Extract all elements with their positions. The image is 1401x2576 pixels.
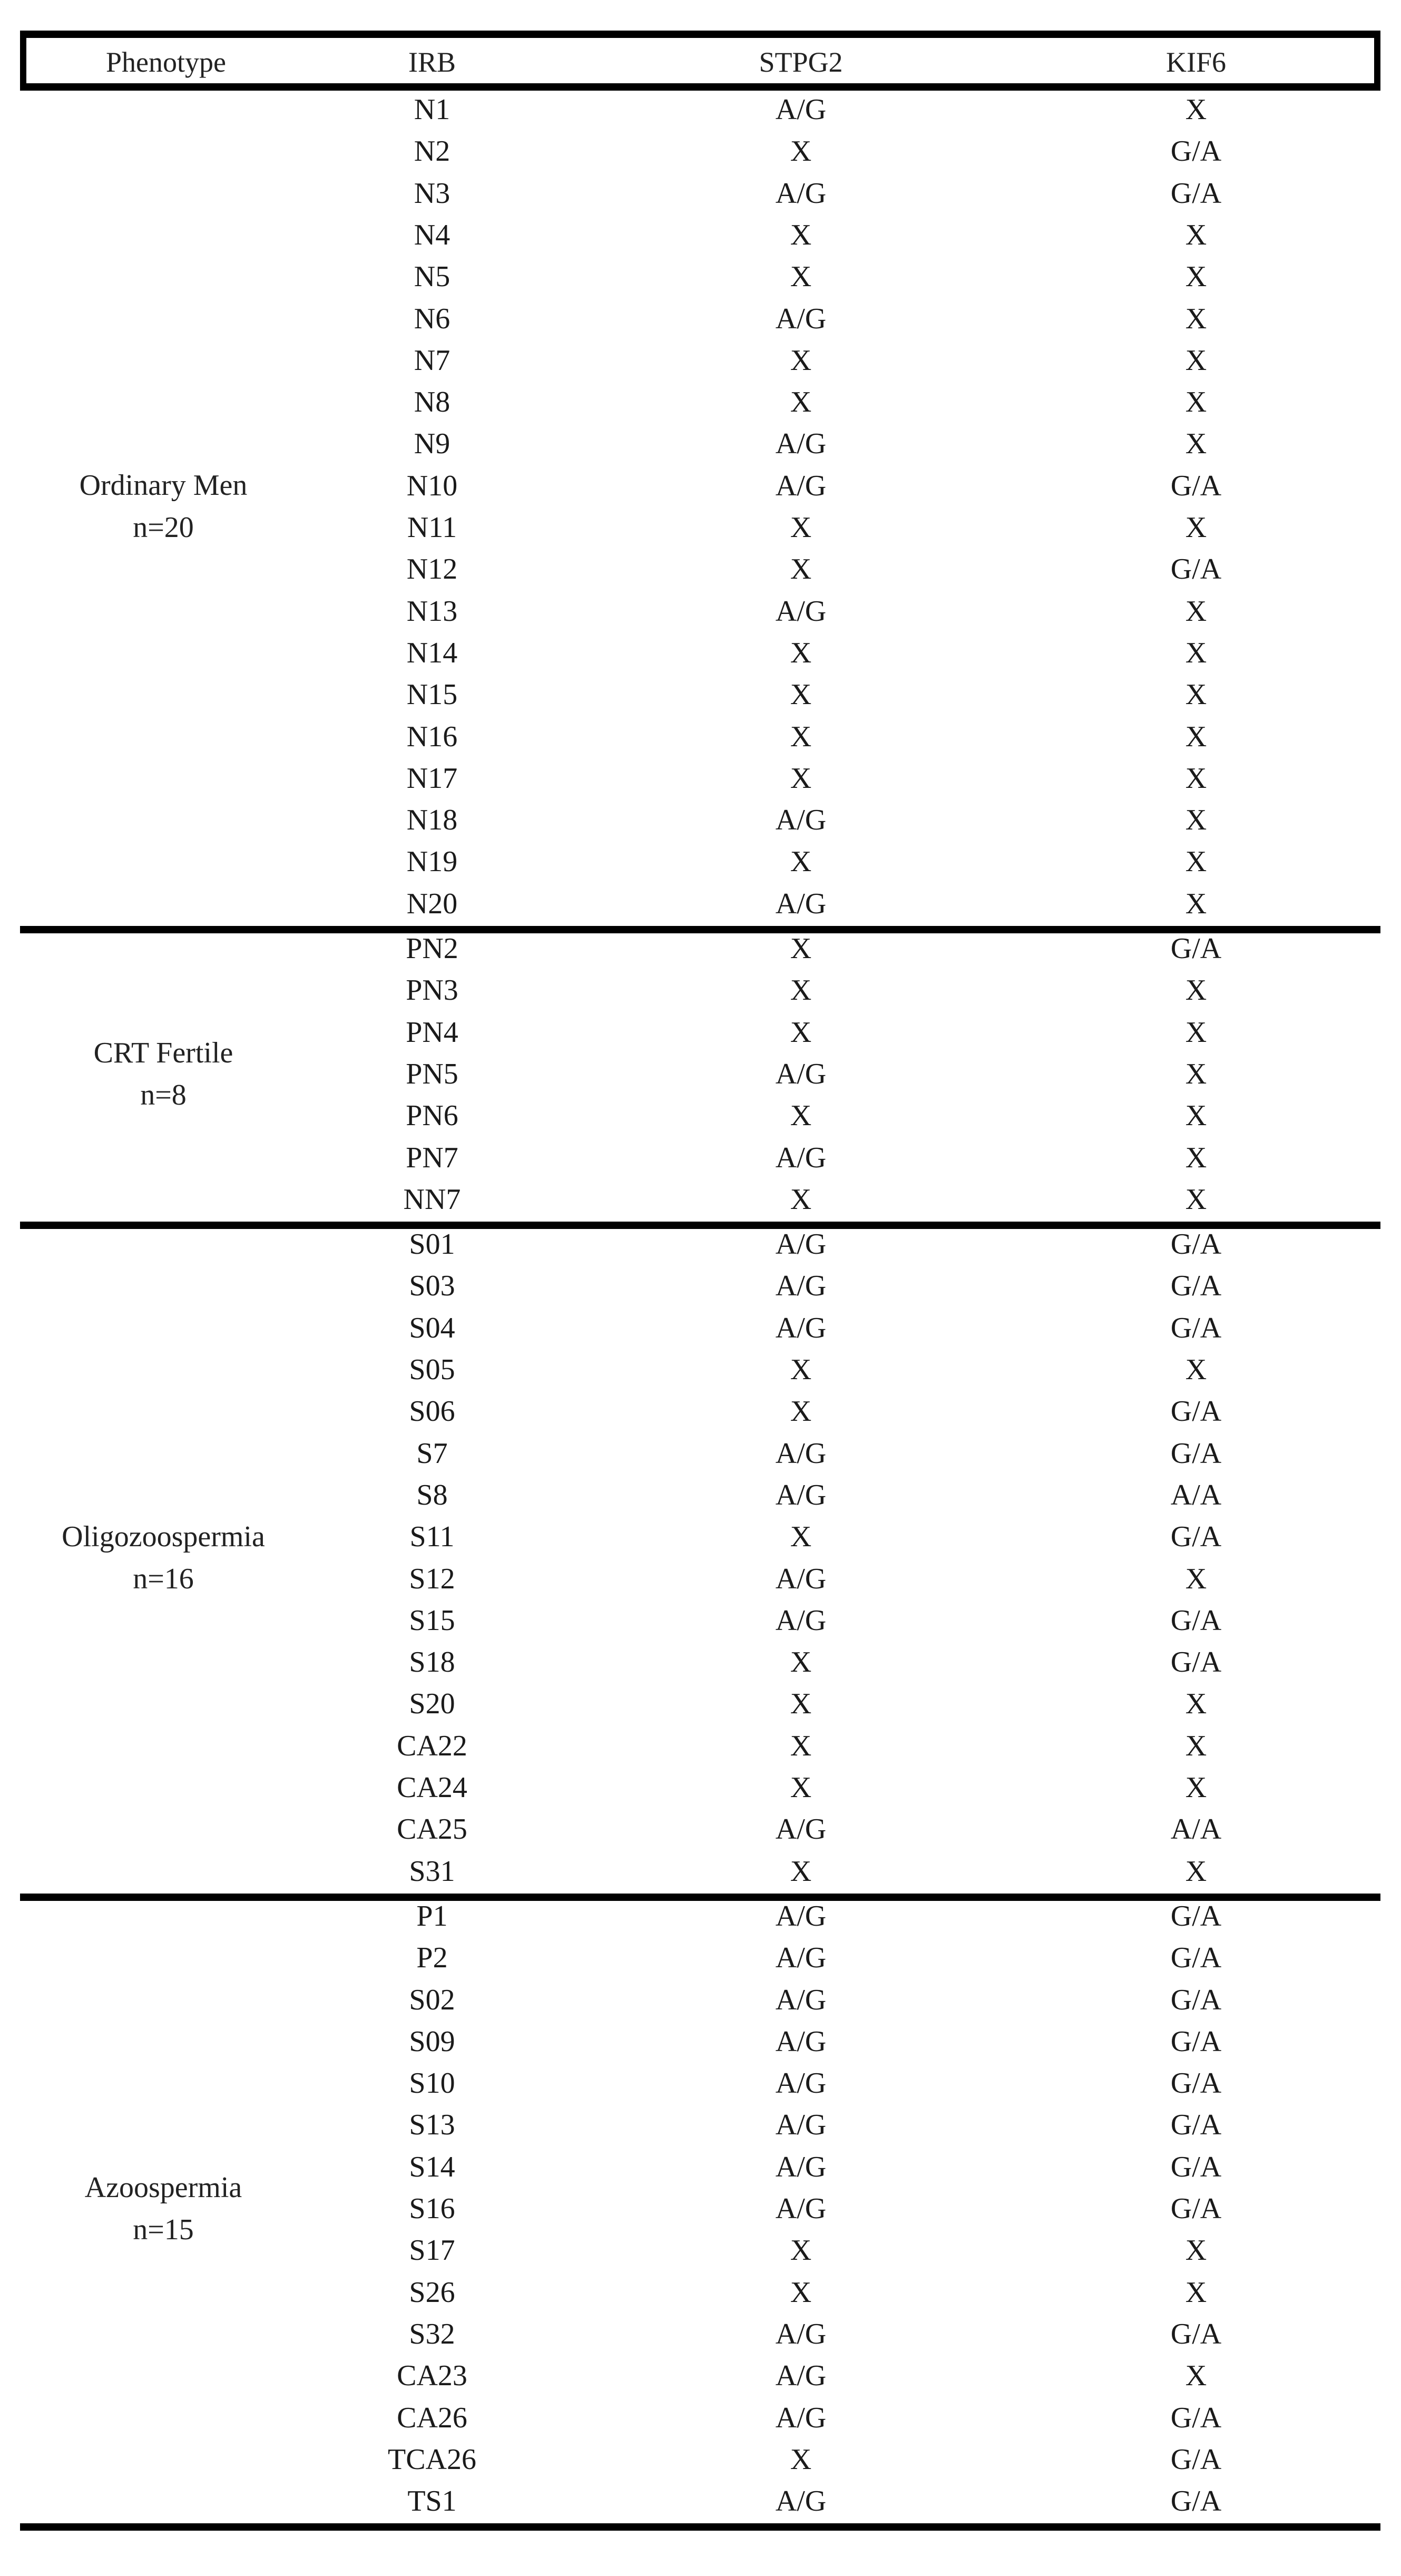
stpg2-cell: X <box>790 1687 812 1720</box>
stpg2-cell: A/G <box>775 177 827 210</box>
phenotype-name: Oligozoospermia <box>62 1520 265 1553</box>
irb-cell: S20 <box>409 1687 455 1720</box>
header-kif6: KIF6 <box>1165 46 1226 78</box>
irb-cell: PN4 <box>406 1016 458 1049</box>
irb-cell: S8 <box>416 1479 448 1511</box>
kif6-cell: X <box>1185 1141 1207 1174</box>
kif6-cell: X <box>1185 1016 1207 1049</box>
stpg2-cell: A/G <box>775 2025 827 2058</box>
stpg2-cell: A/G <box>775 1312 827 1344</box>
irb-cell: S18 <box>409 1646 455 1679</box>
stpg2-cell: A/G <box>775 427 827 460</box>
stpg2-cell: A/G <box>775 2067 827 2100</box>
irb-cell: TCA26 <box>388 2443 476 2476</box>
stpg2-cell: A/G <box>775 1270 827 1302</box>
irb-cell: N17 <box>406 762 458 795</box>
irb-cell: S06 <box>409 1395 455 1428</box>
kif6-cell: G/A <box>1170 2318 1222 2350</box>
irb-cell: S17 <box>409 2234 455 2267</box>
irb-cell: N19 <box>406 845 458 878</box>
irb-cell: PN3 <box>406 974 458 1007</box>
stpg2-cell: X <box>790 1520 812 1553</box>
kif6-cell: G/A <box>1170 1228 1222 1261</box>
stpg2-cell: A/G <box>775 1058 827 1090</box>
stpg2-cell: X <box>790 135 812 168</box>
phenotype-label <box>21 464 306 549</box>
kif6-cell: X <box>1185 1058 1207 1090</box>
kif6-cell: G/A <box>1170 1941 1222 1974</box>
stpg2-cell: X <box>790 974 812 1007</box>
stpg2-cell: A/G <box>775 1437 827 1470</box>
kif6-cell: X <box>1185 1563 1207 1595</box>
irb-cell: N13 <box>406 595 458 628</box>
kif6-cell: G/A <box>1170 1437 1222 1470</box>
irb-cell: N14 <box>406 637 458 669</box>
irb-cell: N2 <box>414 135 450 168</box>
stpg2-cell: A/G <box>775 93 827 126</box>
table-top-rule <box>20 31 1380 38</box>
stpg2-cell: A/G <box>775 2192 827 2225</box>
stpg2-cell: A/G <box>775 1984 827 2016</box>
stpg2-cell: X <box>790 553 812 586</box>
irb-cell: N11 <box>407 511 457 544</box>
irb-cell: N5 <box>414 260 450 293</box>
irb-cell: S04 <box>409 1312 455 1344</box>
stpg2-cell: A/G <box>775 804 827 836</box>
stpg2-cell: X <box>790 260 812 293</box>
phenotype-label <box>21 1516 306 1600</box>
kif6-cell: X <box>1185 260 1207 293</box>
irb-cell: N10 <box>406 470 458 502</box>
irb-cell: S11 <box>409 1520 455 1553</box>
stpg2-cell: A/G <box>775 1900 827 1933</box>
irb-cell: N20 <box>406 887 458 920</box>
stpg2-cell: X <box>790 2443 812 2476</box>
stpg2-cell: X <box>790 219 812 251</box>
irb-cell: N9 <box>414 427 450 460</box>
stpg2-cell: A/G <box>775 2359 827 2392</box>
kif6-cell: G/A <box>1170 2402 1222 2434</box>
kif6-cell: G/A <box>1170 1520 1222 1553</box>
phenotype-count: n=20 <box>133 511 194 544</box>
kif6-cell: G/A <box>1170 1312 1222 1344</box>
irb-cell: S03 <box>409 1270 455 1302</box>
stpg2-cell: X <box>790 720 812 753</box>
kif6-cell: X <box>1185 2234 1207 2267</box>
irb-cell: N15 <box>406 678 458 711</box>
stpg2-cell: X <box>790 1771 812 1804</box>
stpg2-cell: X <box>790 344 812 377</box>
kif6-cell: G/A <box>1170 2067 1222 2100</box>
header-right-border <box>1374 31 1380 91</box>
kif6-cell: G/A <box>1170 2192 1222 2225</box>
irb-cell: PN5 <box>406 1058 458 1090</box>
irb-cell: S16 <box>409 2192 455 2225</box>
irb-cell: CA23 <box>397 2359 467 2392</box>
stpg2-cell: X <box>790 762 812 795</box>
irb-cell: N1 <box>414 93 450 126</box>
kif6-cell: G/A <box>1170 1900 1222 1933</box>
kif6-cell: G/A <box>1170 135 1222 168</box>
kif6-cell: G/A <box>1170 470 1222 502</box>
stpg2-cell: A/G <box>775 1604 827 1637</box>
irb-cell: N4 <box>414 219 450 251</box>
stpg2-cell: A/G <box>775 595 827 628</box>
phenotype-label <box>21 1032 306 1116</box>
kif6-cell: X <box>1185 427 1207 460</box>
stpg2-cell: A/G <box>775 1228 827 1261</box>
stpg2-cell: A/G <box>775 1813 827 1846</box>
irb-cell: S12 <box>409 1563 455 1595</box>
irb-cell: S10 <box>409 2067 455 2100</box>
stpg2-cell: X <box>790 845 812 878</box>
irb-cell: PN6 <box>406 1099 458 1132</box>
irb-cell: S02 <box>409 1984 455 2016</box>
stpg2-cell: X <box>790 1395 812 1428</box>
header-phenotype: Phenotype <box>106 46 226 78</box>
kif6-cell: X <box>1185 804 1207 836</box>
irb-cell: PN2 <box>406 932 458 965</box>
header-irb: IRB <box>408 46 456 78</box>
kif6-cell: G/A <box>1170 1984 1222 2016</box>
stpg2-cell: X <box>790 2234 812 2267</box>
kif6-cell: X <box>1185 2276 1207 2309</box>
kif6-cell: G/A <box>1170 932 1222 965</box>
stpg2-cell: X <box>790 386 812 418</box>
stpg2-cell: X <box>790 1016 812 1049</box>
kif6-cell: X <box>1185 2359 1207 2392</box>
stpg2-cell: A/G <box>775 2485 827 2518</box>
irb-cell: CA22 <box>397 1730 467 1762</box>
irb-cell: S05 <box>409 1353 455 1386</box>
irb-cell: S32 <box>409 2318 455 2350</box>
irb-cell: S15 <box>409 1604 455 1637</box>
stpg2-cell: A/G <box>775 1479 827 1511</box>
kif6-cell: X <box>1185 887 1207 920</box>
stpg2-cell: X <box>790 637 812 669</box>
stpg2-cell: A/G <box>775 470 827 502</box>
stpg2-cell: A/G <box>775 1941 827 1974</box>
stpg2-cell: X <box>790 932 812 965</box>
stpg2-cell: A/G <box>775 2402 827 2434</box>
phenotype-name: CRT Fertile <box>93 1037 233 1069</box>
kif6-cell: G/A <box>1170 2109 1222 2141</box>
kif6-cell: G/A <box>1170 1270 1222 1302</box>
irb-cell: N6 <box>414 303 450 335</box>
kif6-cell: X <box>1185 511 1207 544</box>
kif6-cell: X <box>1185 720 1207 753</box>
kif6-cell: X <box>1185 386 1207 418</box>
irb-cell: PN7 <box>406 1141 458 1174</box>
stpg2-cell: A/G <box>775 2151 827 2183</box>
irb-cell: S13 <box>409 2109 455 2141</box>
stpg2-cell: A/G <box>775 2109 827 2141</box>
stpg2-cell: A/G <box>775 303 827 335</box>
stpg2-cell: X <box>790 1099 812 1132</box>
phenotype-count: n=16 <box>133 1563 194 1595</box>
kif6-cell: X <box>1185 595 1207 628</box>
irb-cell: N3 <box>414 177 450 210</box>
kif6-cell: X <box>1185 762 1207 795</box>
irb-cell: S26 <box>409 2276 455 2309</box>
irb-cell: NN7 <box>403 1183 461 1216</box>
kif6-cell: G/A <box>1170 1646 1222 1679</box>
phenotype-count: n=15 <box>133 2213 194 2246</box>
stpg2-cell: A/G <box>775 887 827 920</box>
irb-cell: N8 <box>414 386 450 418</box>
stpg2-cell: A/G <box>775 1563 827 1595</box>
header-stpg2: STPG2 <box>759 46 843 78</box>
phenotype-count: n=8 <box>140 1079 187 1111</box>
kif6-cell: G/A <box>1170 2443 1222 2476</box>
stpg2-cell: X <box>790 1730 812 1762</box>
kif6-cell: X <box>1185 219 1207 251</box>
kif6-cell: X <box>1185 845 1207 878</box>
kif6-cell: X <box>1185 344 1207 377</box>
irb-cell: TS1 <box>407 2485 457 2518</box>
stpg2-cell: X <box>790 1855 812 1888</box>
irb-cell: P2 <box>416 1941 448 1974</box>
irb-cell: S14 <box>409 2151 455 2183</box>
kif6-cell: X <box>1185 93 1207 126</box>
kif6-cell: X <box>1185 303 1207 335</box>
kif6-cell: X <box>1185 1730 1207 1762</box>
irb-cell: CA26 <box>397 2402 467 2434</box>
kif6-cell: G/A <box>1170 1395 1222 1428</box>
stpg2-cell: X <box>790 1646 812 1679</box>
kif6-cell: G/A <box>1170 2151 1222 2183</box>
kif6-cell: G/A <box>1170 1604 1222 1637</box>
irb-cell: S7 <box>416 1437 448 1470</box>
stpg2-cell: X <box>790 1353 812 1386</box>
stpg2-cell: X <box>790 1183 812 1216</box>
kif6-cell: A/A <box>1170 1813 1222 1846</box>
kif6-cell: X <box>1185 1771 1207 1804</box>
stpg2-cell: A/G <box>775 2318 827 2350</box>
phenotype-name: Ordinary Men <box>79 469 248 502</box>
kif6-cell: A/A <box>1170 1479 1222 1511</box>
kif6-cell: X <box>1185 678 1207 711</box>
kif6-cell: X <box>1185 1855 1207 1888</box>
irb-cell: N16 <box>406 720 458 753</box>
kif6-cell: G/A <box>1170 2485 1222 2518</box>
kif6-cell: X <box>1185 1353 1207 1386</box>
kif6-cell: X <box>1185 1687 1207 1720</box>
stpg2-cell: X <box>790 511 812 544</box>
kif6-cell: G/A <box>1170 177 1222 210</box>
header-left-border <box>20 31 26 91</box>
kif6-cell: X <box>1185 974 1207 1007</box>
stpg2-cell: X <box>790 2276 812 2309</box>
irb-cell: S31 <box>409 1855 455 1888</box>
irb-cell: N12 <box>406 553 458 586</box>
irb-cell: N18 <box>406 804 458 836</box>
phenotype-label <box>21 2167 306 2251</box>
irb-cell: CA24 <box>397 1771 467 1804</box>
kif6-cell: G/A <box>1170 553 1222 586</box>
irb-cell: N7 <box>414 344 450 377</box>
irb-cell: S01 <box>409 1228 455 1261</box>
kif6-cell: X <box>1185 1183 1207 1216</box>
stpg2-cell: X <box>790 678 812 711</box>
table-bottom-rule <box>20 2523 1380 2531</box>
irb-cell: CA25 <box>397 1813 467 1846</box>
irb-cell: S09 <box>409 2025 455 2058</box>
phenotype-name: Azoospermia <box>84 2171 242 2204</box>
kif6-cell: G/A <box>1170 2025 1222 2058</box>
kif6-cell: X <box>1185 637 1207 669</box>
kif6-cell: X <box>1185 1099 1207 1132</box>
stpg2-cell: A/G <box>775 1141 827 1174</box>
irb-cell: P1 <box>416 1900 448 1933</box>
